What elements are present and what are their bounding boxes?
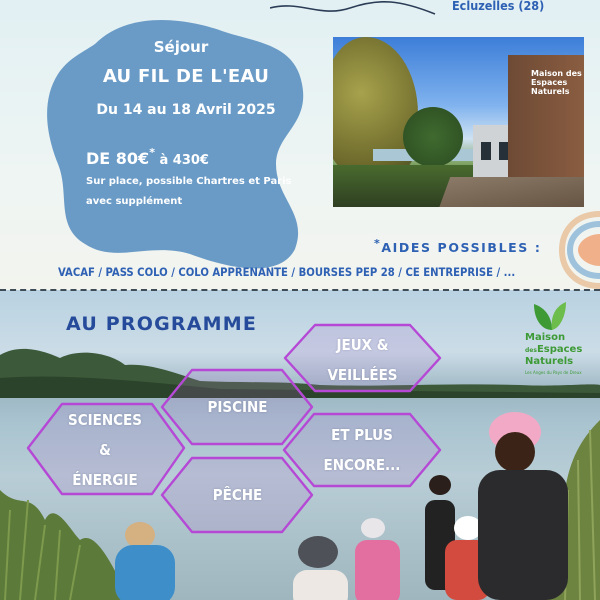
top-section (0, 0, 600, 290)
price-to: à 430€ (154, 153, 209, 168)
activity-line: ÉNERGIE (72, 471, 138, 489)
activity-peche (175, 480, 300, 510)
sejour-title: AU FIL DE L'EAU (102, 66, 270, 87)
location-label: Ecluzelles (28) (452, 0, 545, 13)
activity-line: VEILLÉES (327, 366, 398, 384)
photo-window (481, 142, 491, 160)
logo-word-naturels: Naturels (525, 356, 574, 367)
photo-bush (403, 107, 463, 167)
price-from: DE 80€ (86, 149, 150, 168)
activity-sciences-energie (40, 405, 170, 495)
activity-line: PISCINE (207, 398, 268, 416)
logo-word-des: des (525, 347, 537, 354)
pickup-note-line1: Sur place, possible Chartres et Paris (86, 176, 292, 187)
building-photo (333, 37, 584, 207)
pickup-note-line2: avec supplément (86, 196, 183, 207)
activity-piscine (175, 392, 300, 422)
aides-title (374, 237, 541, 255)
activity-line: ENCORE... (323, 456, 401, 474)
sejour-price (86, 146, 209, 168)
sejour-kind: Séjour (153, 38, 209, 56)
logo-subtitle: Les Anges du Pays de Dreux (525, 370, 582, 375)
activity-jeux-veillees (300, 330, 425, 390)
activity-line: & (99, 441, 111, 459)
photo-deck (436, 177, 584, 207)
aides-asterisk: * (374, 237, 382, 250)
sejour-dates: Du 14 au 18 Avril 2025 (96, 102, 276, 118)
programme-title: AU PROGRAMME (66, 313, 257, 335)
activity-line: ET PLUS (331, 426, 393, 444)
logo-word-espaces: Espaces (536, 344, 583, 355)
aides-list: VACAF / PASS COLO / COLO APPRENANTE / BOURSES PEP 28 / CE ENTREPRISE / ... (58, 266, 516, 279)
aides-title-text: AIDES POSSIBLES : (381, 240, 542, 255)
activity-line: JEUX & (336, 336, 389, 354)
photo-building-sign: Maison des Espaces Naturels (531, 69, 582, 96)
price-asterisk: * (149, 146, 155, 159)
activity-line: SCIENCES (68, 411, 142, 429)
activity-line: PÊCHE (212, 486, 263, 504)
logo-word-maison: Maison (525, 332, 566, 343)
activity-et-plus-encore (297, 420, 427, 480)
decorative-arcs (556, 210, 600, 290)
